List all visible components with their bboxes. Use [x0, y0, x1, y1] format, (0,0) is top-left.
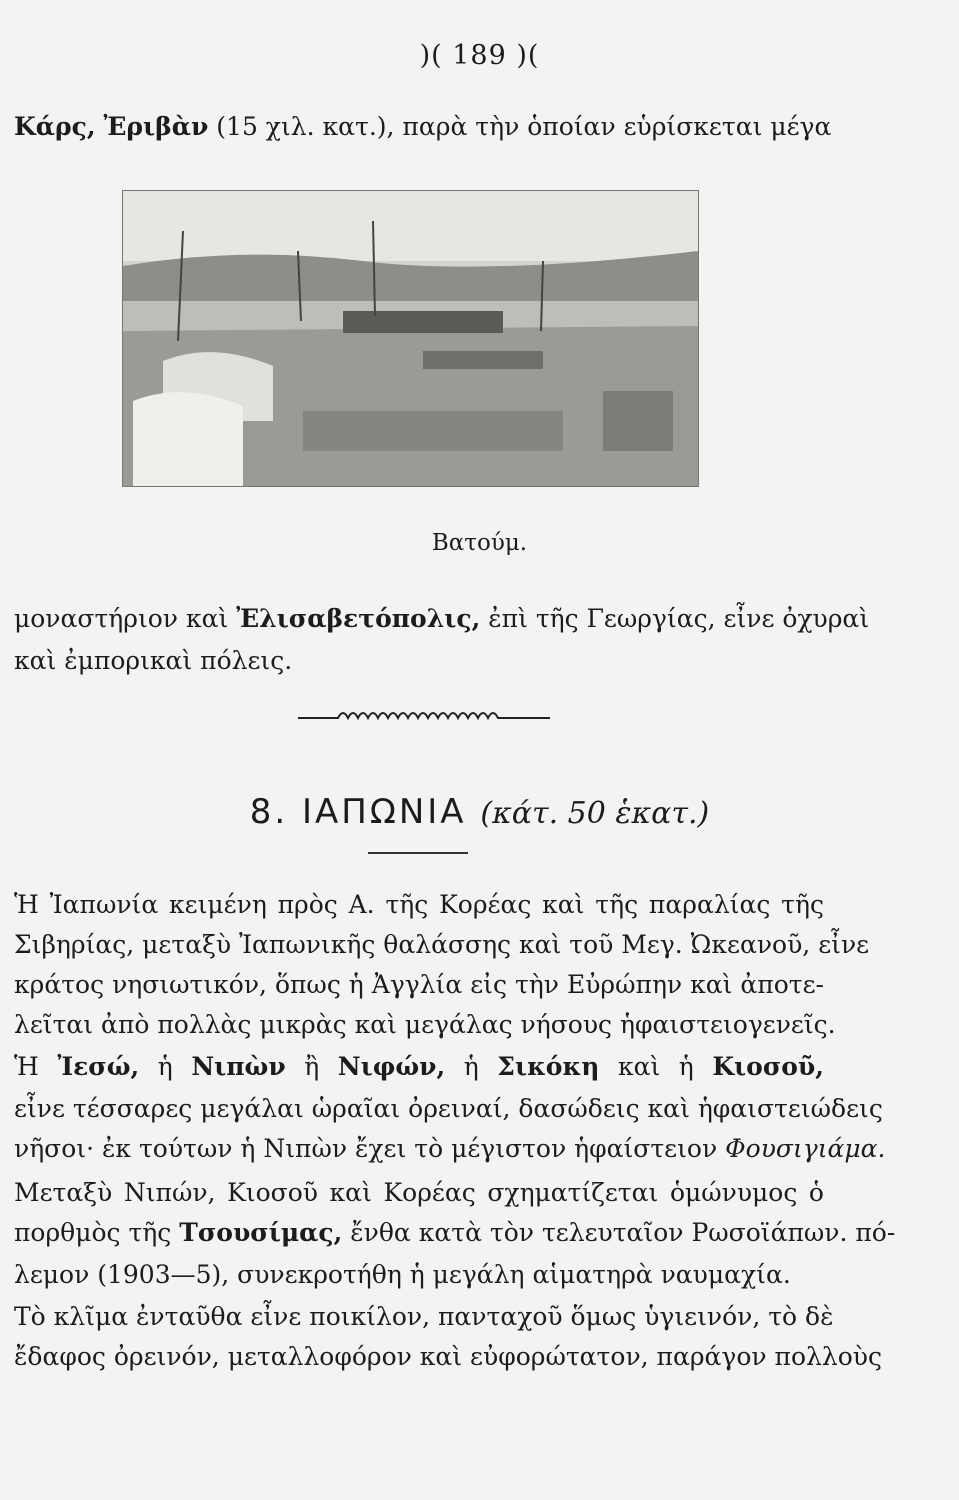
volcano-fujiyama: Φουσιγιάμα. [725, 1134, 886, 1163]
text-line-para2-2: Σιβηρίας, μεταξὺ Ἰαπωνικῆς θαλάσσης καὶ τοῦ Μεγ. Ὠκεανοῦ, εἶνε [14, 930, 870, 959]
island-nippon: Νιπὼν [191, 1052, 286, 1081]
island-shikoku: Σικόκη [497, 1052, 600, 1081]
island-eso: Ἰεσώ, [57, 1052, 140, 1081]
para3-t2: ἡ [157, 1052, 173, 1081]
island-nifon: Νιφών, [337, 1052, 446, 1081]
text-line-para2-1: Ἡ Ἰαπωνία κειμένη πρὸς Α. τῆς Κορέας καὶ τῆς παραλίας τῆς [14, 890, 824, 919]
page-number-header: )( 189 )( [419, 40, 540, 71]
text-line-para3-2: εἶνε τέσσαρες μεγάλαι ὡραῖαι ὀρειναί, δασώδεις καὶ ἡφαιστειώδεις [14, 1094, 883, 1123]
wavy-ornament-divider [298, 700, 550, 730]
text-line-para5-1: Τὸ κλῖμα ἐνταῦθα εἶνε ποικίλον, πανταχοῦ ὅμως ὑγιεινόν, τὸ δὲ [14, 1302, 834, 1331]
para4-post: ἔνθα κατὰ τὸν τελευταῖον Ρωσοϊάπων. πό- [350, 1218, 896, 1247]
text-line-para5-2: ἔδαφος ὀρεινόν, μεταλλοφόρον καὶ εὐφορώτατον, παράγον πολλοὺς [14, 1342, 882, 1371]
text-line-2 [14, 602, 870, 636]
para3-line3-pre: νῆσοι· ἐκ τούτων ἡ Νιπὼν ἔχει τὸ μέγιστον ἡφαίστειον [14, 1134, 718, 1163]
para3-t1: Ἡ [14, 1052, 39, 1081]
section-subtitle: (κάτ. 50 ἑκατ.) [480, 796, 710, 831]
para3-t5: καὶ ἡ [617, 1052, 694, 1081]
section-title: ΙΑΠΩΝΙΑ [302, 792, 467, 832]
section-number: 8. [249, 792, 289, 832]
text-line-1 [14, 110, 832, 144]
batoum-harbor-photo [122, 190, 699, 487]
text-line-para3-3 [14, 1132, 886, 1166]
text-line-para4-1: Μεταξὺ Νιπών, Κιοσοῦ καὶ Κορέας σχηματίζεται ὁμώνυμος ὁ [14, 1178, 824, 1207]
photo-caption: Βατούμ. [431, 530, 528, 556]
line1-rest: (15 χιλ. κατ.), παρὰ τὴν ὁποίαν εὑρίσκεται μέγα [216, 112, 832, 141]
para1-pre: μοναστήριον καὶ [14, 604, 229, 633]
section-heading [0, 792, 959, 832]
text-line-para2-3: κράτος νησιωτικόν, ὅπως ἡ Ἀγγλία εἰς τὴν Εὐρώπην καὶ ἀποτε- [14, 970, 824, 999]
text-line-para4-2 [14, 1216, 896, 1250]
para1-post: ἐπὶ τῆς Γεωργίας, εἶνε ὀχυραὶ [488, 604, 870, 633]
text-line-para3-1 [14, 1050, 824, 1084]
text-line-3: καὶ ἐμπορικαὶ πόλεις. [14, 646, 293, 675]
text-line-para4-3: λεμον (1903—5), συνεκροτήθη ἡ μεγάλη αἱματηρὰ ναυμαχία. [14, 1260, 791, 1289]
para4-pre: πορθμὸς τῆς [14, 1218, 172, 1247]
place-kars: Κάρς, [14, 112, 96, 141]
place-erivan: Ἐριβὰν [103, 112, 209, 141]
heading-underline [368, 852, 468, 854]
place-elisavetopol: Ἐλισαβετόπολις, [236, 604, 481, 633]
strait-tsushima: Τσουσίμας, [179, 1218, 343, 1247]
island-kyushu: Κιοσοῦ, [712, 1052, 824, 1081]
para3-t4: ἡ [463, 1052, 479, 1081]
para3-t3: ἢ [304, 1052, 320, 1081]
text-line-para2-4: λεῖται ἀπὸ πολλὰς μικρὰς καὶ μεγάλας νήσους ἡφαιστειογενεῖς. [14, 1010, 836, 1039]
